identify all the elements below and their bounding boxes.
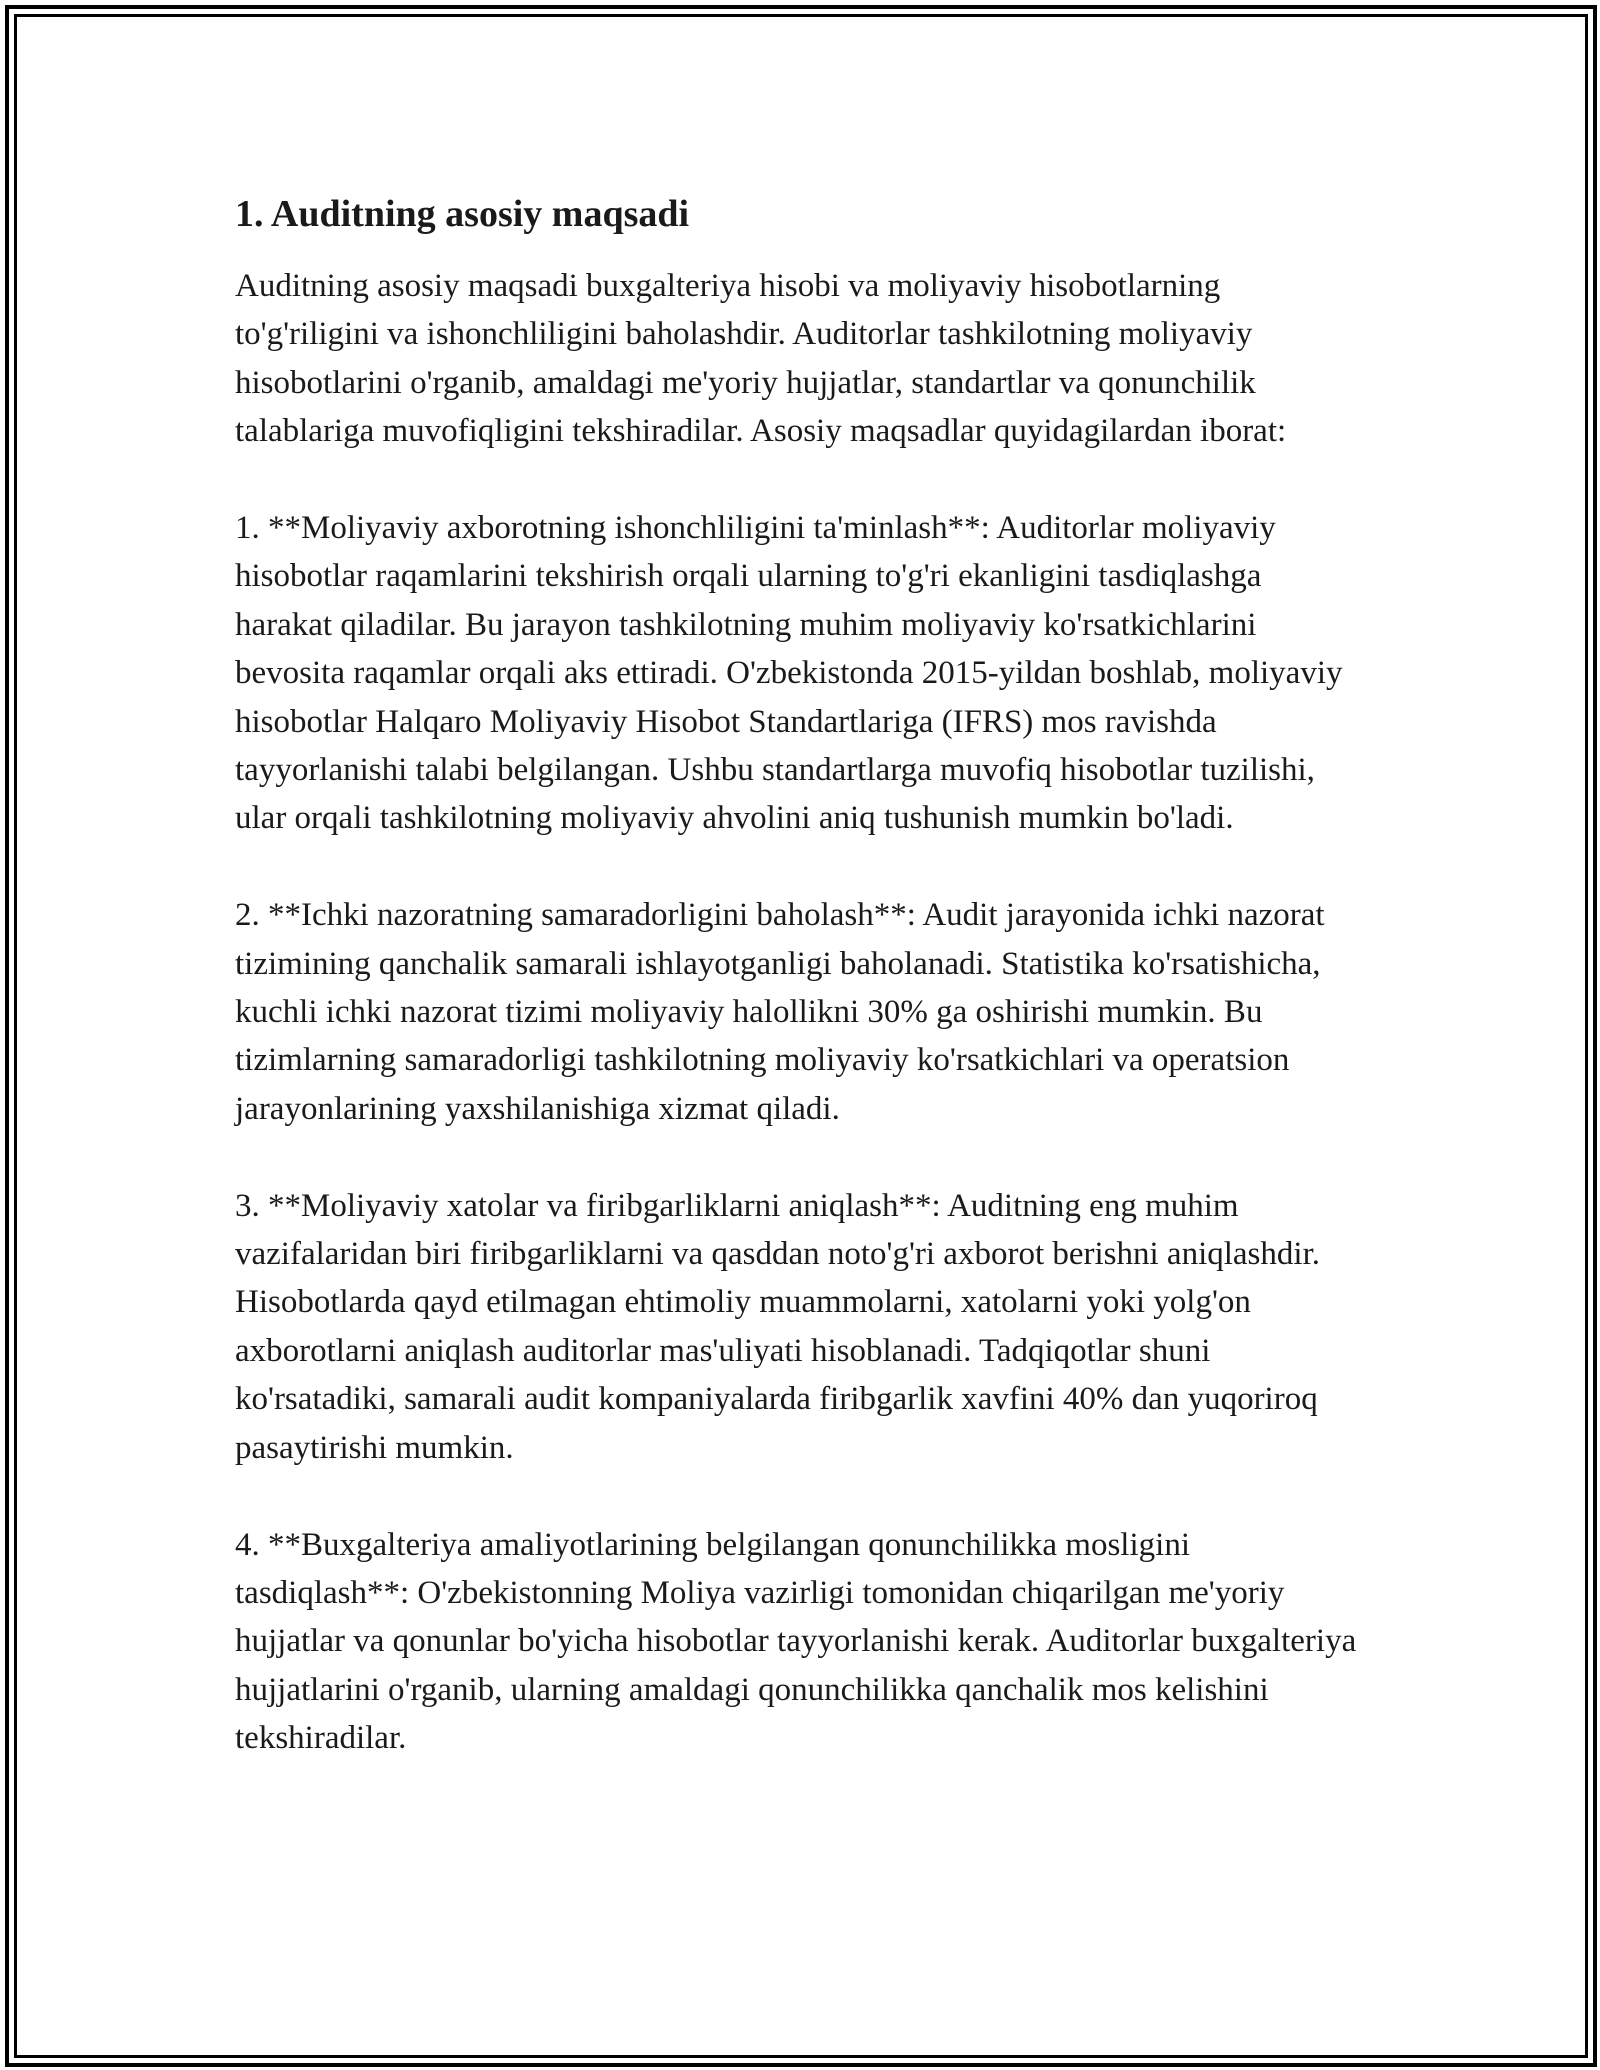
document-body (235, 188, 1365, 1763)
intro-paragraph: Auditning asosiy maqsadi buxgalteriya hisobi va moliyaviy hisobotlarning to'g'riligini va ishonchliligini baholashdir. Auditorlar tashkilotning moliyaviy hisobotlarini o'rganib, amaldagi me'yoriy hujjatlar, standartlar va qonunchilik talablariga muvofiqligini tekshiradilar. Asosiy maqsadlar quyidagilardan iborat: (235, 268, 1287, 450)
list-item-4: 4. **Buxgalteriya amaliyotlarining belgilangan qonunchilikka mosligini tasdiqlash**: O'zbekistonning Moliya vazirligi tomonidan chiqarilgan me'yoriy hujjatlar va qonunlar bo'yicha hisobotlar tayyorlanishi kerak. Auditorlar buxgalteriya hujjatlarini o'rganib, ularning amaldagi qonunchilikka qanchalik mos kelishini tekshiradilar. (235, 1526, 1357, 1757)
section-heading: 1. Auditning asosiy maqsadi (235, 193, 690, 235)
list-item-3: 3. **Moliyaviy xatolar va firibgarliklarni aniqlash**: Auditning eng muhim vazifalaridan biri firibgarliklarni va qasddan noto'g'ri axborot berishni aniqlashdir. Hisobotlarda qayd etilmagan ehtimoliy muammolarni, xatolarni yoki yolg'on axborotlarni aniqlash auditorlar mas'uliyati hisoblanadi. Tadqiqotlar shuni ko'rsatadiki, samarali audit kompaniyalarda firibgarlik xavfini 40% dan yuqoriroq pasaytirishi mumkin. (235, 1187, 1320, 1466)
list-item-1: 1. **Moliyaviy axborotning ishonchliligini ta'minlash**: Auditorlar moliyaviy hisobotlar raqamlarini tekshirish orqali ularning to'g'ri ekanligini tasdiqlashga harakat qiladilar. Bu jarayon tashkilotning muhim moliyaviy ko'rsatkichlarini bevosita raqamlar orqali aks ettiradi. O'zbekistonda 2015-yildan boshlab, moliyaviy hisobotlar Halqaro Moliyaviy Hisobot Standartlariga (IFRS) mos ravishda tayyorlanishi talabi belgilangan. Ushbu standartlarga muvofiq hisobotlar tuzilishi, ular orqali tashkilotning moliyaviy ahvolini aniq tushunish mumkin bo'ladi. (235, 510, 1343, 837)
list-item-2: 2. **Ichki nazoratning samaradorligini baholash**: Audit jarayonida ichki nazorat tizimining qanchalik samarali ishlayotganligi baholanadi. Statistika ko'rsatishicha, kuchli ichki nazorat tizimi moliyaviy halollikni 30% ga oshirishi mumkin. Bu tizimlarning samaradorligi tashkilotning moliyaviy ko'rsatkichlari va operatsion jarayonlarining yaxshilanishiga xizmat qiladi. (235, 897, 1325, 1127)
